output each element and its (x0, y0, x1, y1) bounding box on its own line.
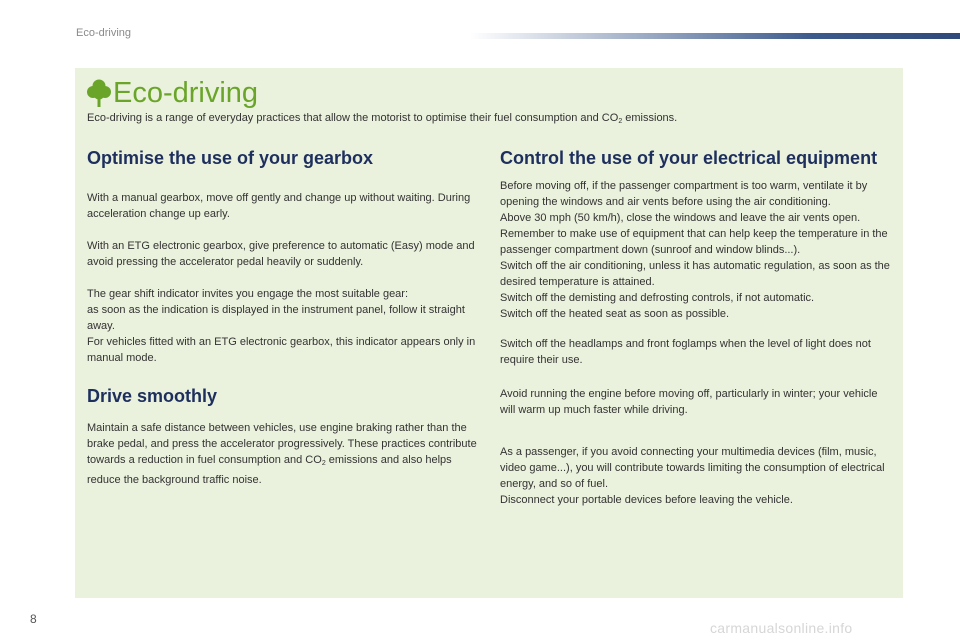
tree-icon (87, 78, 111, 108)
content-panel (75, 68, 903, 598)
header-decorative-bar (470, 33, 960, 39)
electrical-paragraph-4: As a passenger, if you avoid connecting your multimedia devices (film, music, video game...), you will contribute towards limiting the consumption of electrical energy, and so of fuel. Disconnect your portable devices before leaving the vehicle. (500, 446, 885, 506)
electrical-paragraph-3: Avoid running the engine before moving off, particularly in winter; your vehicle will warm up much faster while driving. (500, 388, 878, 416)
drive-smoothly-paragraph: Maintain a safe distance between vehicles, use engine braking rather than the brake pedal, and press the accelerator progressively. These practices contribute towards a reduction in fuel consumption and $CO_2$ emissions and also helps reduce the background traffic noise. (87, 422, 477, 486)
title-row (87, 78, 258, 108)
gearbox-paragraph-1: With a manual gearbox, move off gently and change up without waiting. During acceleration change up early. (87, 192, 471, 220)
electrical-paragraph-1: Before moving off, if the passenger compartment is too warm, ventilate it by opening the windows and air vents before using the air conditioning. Above 30 mph (50 km/h), close the windows and leave the air vents open. Remember to make use of equipment that can help keep the temperature in the passenger compartment down (sunroof and window blinds...). Switch off the air conditioning, unless it has automatic regulation, as soon as the desired temperature is attained. Switch off the demisting and defrosting controls, if not automatic. Switch off the heated seat as soon as possible. (500, 180, 890, 320)
drive-smoothly-heading: Drive smoothly (87, 386, 218, 406)
gearbox-paragraph-3: The gear shift indicator invites you engage the most suitable gear: as soon as the indication is displayed in the instrument panel, follow it straight away. For vehicles fitted with an ETG electronic gearbox, this indicator appears only in manual mode. (87, 288, 476, 364)
right-column (500, 148, 895, 508)
left-column (87, 148, 487, 488)
gearbox-heading: Optimise the use of your gearbox (87, 148, 374, 168)
gearbox-paragraph-2: With an ETG electronic gearbox, give preference to automatic (Easy) mode and avoid pressing the accelerator pedal heavily or suddenly. (87, 240, 475, 268)
page-number: 8 (30, 612, 37, 626)
electrical-heading: Control the use of your electrical equipment (500, 148, 878, 168)
intro-text: Eco-driving is a range of everyday practices that allow the motorist to optimise their fuel consumption and $CO_2$ emissions. (87, 112, 678, 125)
section-header-label: Eco-driving (76, 27, 132, 39)
site-watermark: carmanualsonline.info (710, 620, 853, 636)
electrical-paragraph-2: Switch off the headlamps and front foglamps when the level of light does not require their use. (500, 338, 871, 366)
page-title: Eco-driving (113, 77, 259, 109)
